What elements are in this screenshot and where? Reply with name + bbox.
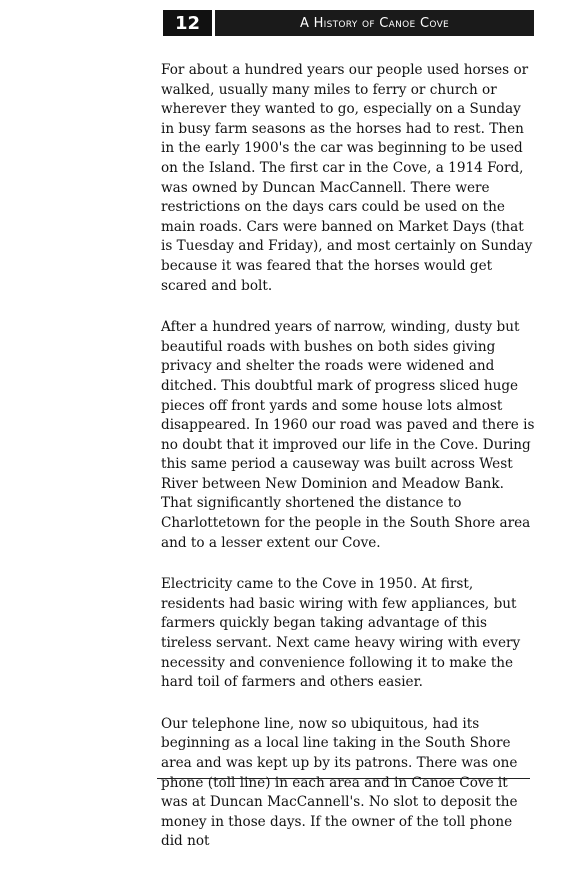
paragraph-roads: After a hundred years of narrow, winding, dusty but beautiful roads with bushes on both sides giving privacy and shelter the roads were widened and ditched. This doubtful mark of progress sliced huge pieces off front yards and some house lots almost disappeared. In 1960 our road was paved and there is no doubt that it improved our life in the Cove. During this same period a causeway was built across West River between New Dominion and Meadow Bank. That significantly shortened the distance to Charlottetown for the people in the South Shore area and to a lesser extent our Cove. (161, 319, 535, 551)
page-number: 12 (163, 10, 215, 36)
body-text (161, 61, 538, 874)
footer-divider (157, 778, 530, 779)
paragraph-electricity: Electricity came to the Cove in 1950. At first, residents had basic wiring with few appliances, but farmers quickly began taking advantage of this tireless servant. Next came heavy wiring with every necessity and convenience following it to make the hard toil of farmers and others easier. (161, 576, 521, 691)
paragraph-transportation: For about a hundred years our people used horses or walked, usually many miles to ferry or church or wherever they wanted to go, especially on a Sunday in busy farm seasons as the horses had to rest. Then in the early 1900's the car was beginning to be used on the Island. The first car in the Cove, a 1914 Ford, was owned by Duncan MacCannell. There were restrictions on the days cars could be used on the main roads. Cars were banned on Market Days (that is Tuesday and Friday), and most certainly on Sunday because it was feared that the horses would get scared and bolt. (161, 62, 533, 294)
running-title: A History of Canoe Cove (215, 10, 534, 36)
paragraph-telephone: Our telephone line, now so ubiquitous, had its beginning as a local line taking in the South Shore area and was kept up by its patrons. There was one phone (toll line) in each area and in Canoe Cove it was at Duncan MacCannell's. No slot to deposit the money in those days. If the owner of the toll phone did not (161, 715, 518, 850)
page-header (163, 10, 534, 36)
